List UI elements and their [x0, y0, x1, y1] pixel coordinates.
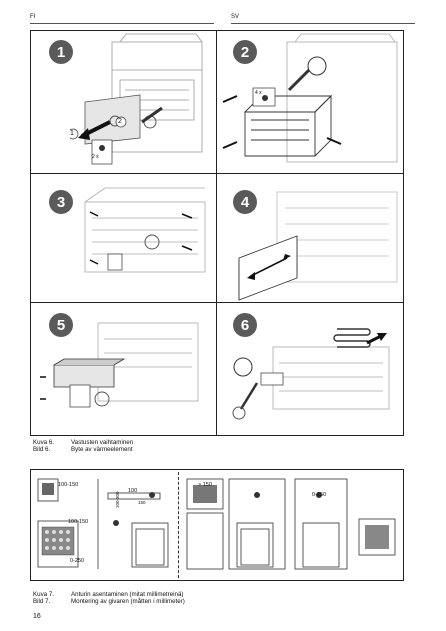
callout-screws-2x: 2 x [92, 154, 99, 160]
step-badge-3: 3 [49, 190, 73, 214]
illustration-step-5 [30, 303, 216, 436]
illustration-step-6 [217, 303, 403, 436]
caption-figure7 [33, 591, 185, 606]
dim-0-250-b: 0-250 [312, 492, 327, 498]
dim-150-b: > 150 [198, 482, 212, 488]
caption6-fi-text: Vastusten vaihtaminen [71, 439, 134, 446]
illustration-step-3 [70, 174, 216, 302]
illustration-sensor-ceiling [179, 469, 404, 581]
illustration-step-1 [70, 30, 216, 173]
lang-label-sv: SV [231, 14, 240, 20]
step-badge-5: 5 [49, 313, 73, 337]
caption7-fi-text: Anturin asentaminen (mitat millimetreinä) [71, 591, 184, 598]
dim-0-250-a: 0-250 [70, 558, 85, 564]
callout-small-1: 1 [70, 130, 74, 137]
header-rule-right [231, 23, 415, 24]
callout-screws-4x: 4 x [255, 90, 262, 96]
dim-100: 100 [128, 488, 138, 494]
caption6-sv-num: Bild 6. [33, 446, 51, 454]
dim-150: 150 [138, 500, 146, 505]
caption6-sv-text: Byte av värmeelement [71, 446, 133, 454]
dim-100-300: 100-300 [115, 491, 120, 508]
step-badge-4: 4 [233, 190, 257, 214]
illustration-step-2 [217, 30, 403, 173]
caption7-sv-text: Montering av givaren (måtten i millimeter) [71, 598, 185, 606]
caption-figure6 [33, 439, 133, 454]
caption7-fi-num: Kuva 7. [33, 591, 54, 598]
step-badge-6: 6 [233, 313, 257, 337]
page-number: 16 [33, 613, 41, 620]
caption7-sv-num: Bild 7. [33, 598, 51, 606]
callout-small-2: 2 [118, 118, 122, 125]
dim-100-150-a: 100-150 [58, 482, 79, 488]
step-badge-1: 1 [49, 40, 73, 64]
header-rule-left [30, 23, 214, 24]
illustration-step-4 [217, 174, 403, 302]
illustration-sensor-wall [30, 469, 178, 581]
dim-100-150-b: 100-150 [68, 519, 89, 525]
lang-label-fi: FI [30, 14, 36, 20]
step-badge-2: 2 [233, 40, 257, 64]
caption6-fi-num: Kuva 6. [33, 439, 54, 446]
